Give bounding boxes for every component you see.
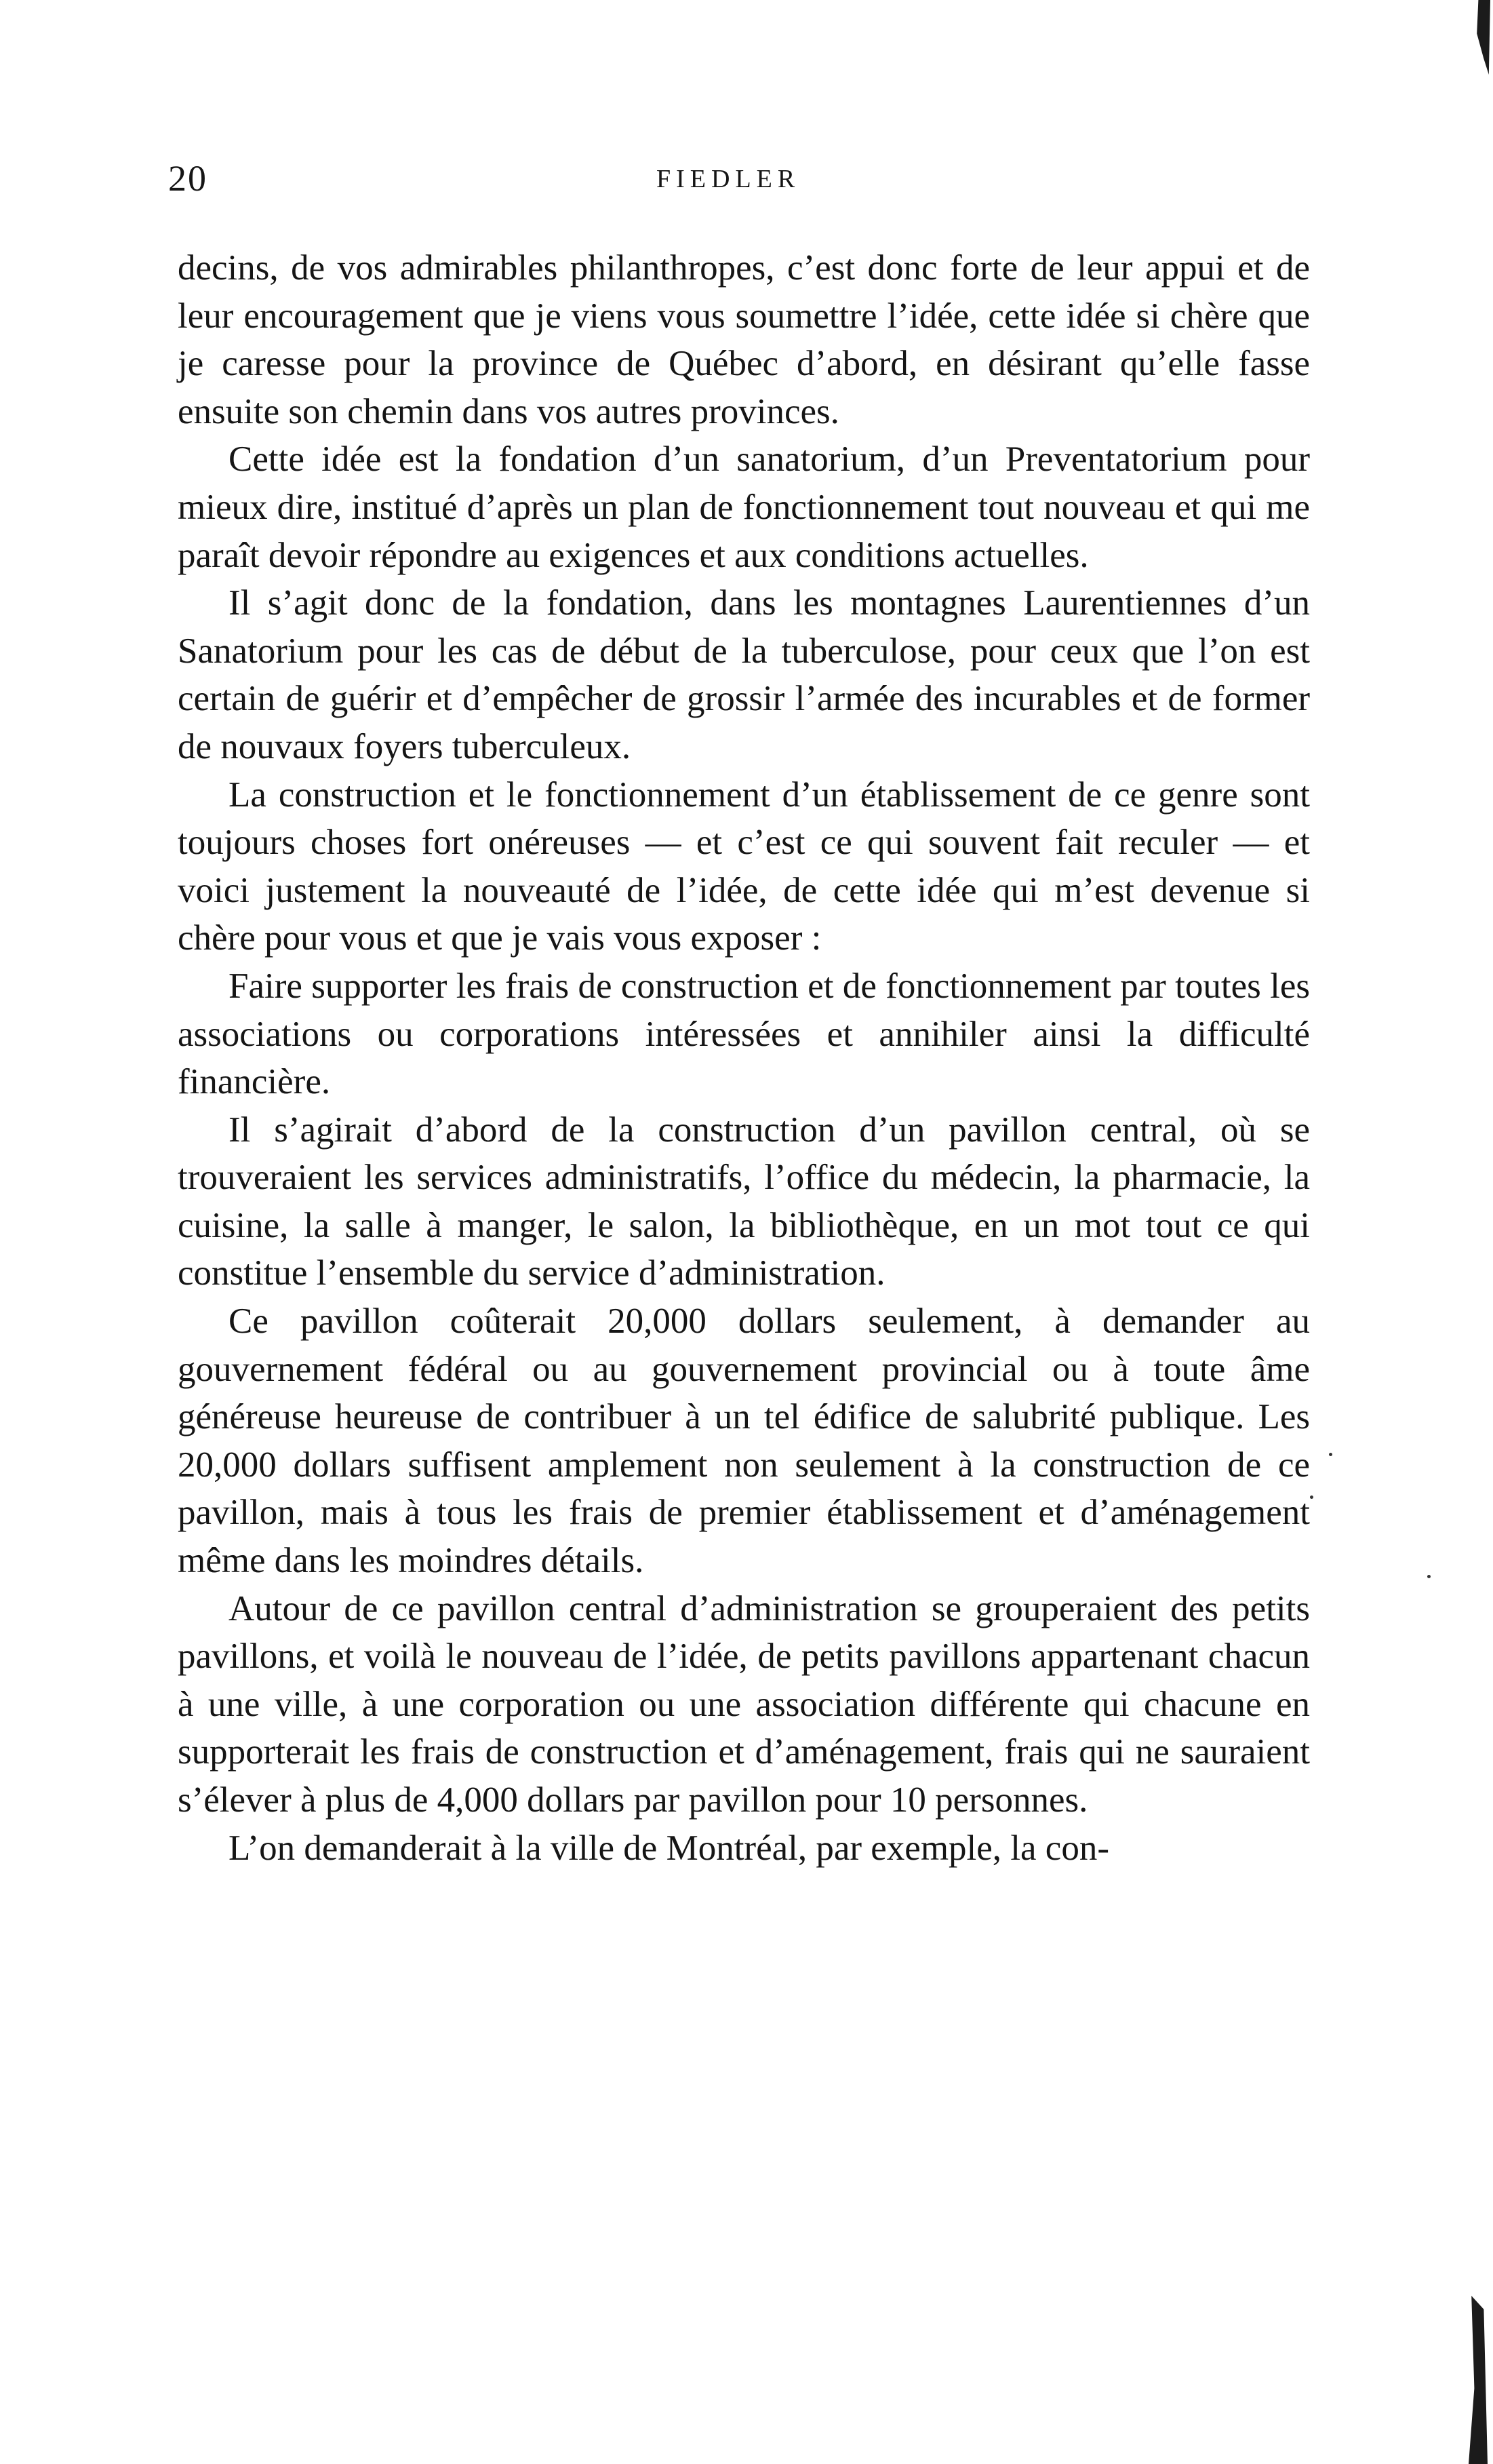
page-edge-mark bbox=[1475, 0, 1490, 75]
paragraph: La construction et le fonctionnement d’un établissement de ce genre sont toujours choses fort onéreuses — et c’est ce qui souvent fait reculer — et voici justement la nouveauté de l’idée, de cette idée qui m’est devenue si chère pour vous et que je vais vous exposer : bbox=[178, 775, 1310, 958]
running-head bbox=[168, 157, 1321, 205]
print-speck bbox=[1427, 1575, 1431, 1578]
paragraph: Faire supporter les frais de construction et de fonctionnement par toutes les associations ou corporations intéressées et annihiler ainsi la difficulté financière. bbox=[178, 966, 1310, 1102]
paragraph: Il s’agit donc de la fondation, dans les montagnes Laurentiennes d’un Sanatorium pour les cas de début de la tuberculose, pour ceux que l’on est certain de guérir et d’empêcher de grossir l’armée des incurables et de former de nouvaux foyers tuberculeux. bbox=[178, 583, 1310, 766]
print-speck bbox=[1329, 1453, 1332, 1456]
paragraph: Il s’agirait d’abord de la construction d’un pavillon central, où se trouveraient les services administratifs, l’office du médecin, la pharmacie, la cuisine, la salle à manger, le salon, la bibliothèque, en un mot tout ce qui constitue l’ensemble du service d’administration. bbox=[178, 1110, 1310, 1293]
page-edge-mark bbox=[1469, 2296, 1488, 2464]
paragraph: decins, de vos admirables philanthropes, c’est donc forte de leur appui et de leur encouragement que je viens vous soumettre l’idée, cette idée si chère que je caresse pour la province de Québec d’abord, en désirant qu’elle fasse ensuite son chemin dans vos autres provinces. bbox=[178, 248, 1310, 431]
paragraph: Ce pavillon coûterait 20,000 dollars seulement, à demander au gouvernement fédéral ou au gouvernement provincial ou à toute âme généreuse heureuse de contribuer à un tel édifice de salubrité publique. Les 20,000 dollars suffisent amplement non seulement à la construction de ce pavillon, mais à tous les frais de premier établissement et d’aménagement même dans les moindres détails. bbox=[178, 1302, 1310, 1581]
running-title: FIEDLER bbox=[656, 165, 801, 193]
paragraph: Autour de ce pavillon central d’administration se grouperaient des petits pavillons, et voilà le nouveau de l’idée, de petits pavillons appartenant chacun à une ville, à une corporation ou une association différente qui chacune en supporterait les frais de construction et d’aménagement, frais qui ne sauraient s’élever à plus de 4,000 dollars par pavillon pour 10 personnes. bbox=[178, 1588, 1310, 1820]
paragraph: L’on demanderait à la ville de Montréal, par exemple, la con- bbox=[228, 1828, 1109, 1868]
page-number: 20 bbox=[168, 158, 207, 199]
body-text bbox=[178, 244, 1310, 1872]
paragraph: Cette idée est la fondation d’un sanatorium, d’un Preventatorium pour mieux dire, institué d’après un plan de fonctionnement tout nouveau et qui me paraît devoir répondre au exigences et aux conditions actuelles. bbox=[178, 439, 1310, 575]
print-speck bbox=[1310, 1495, 1313, 1499]
